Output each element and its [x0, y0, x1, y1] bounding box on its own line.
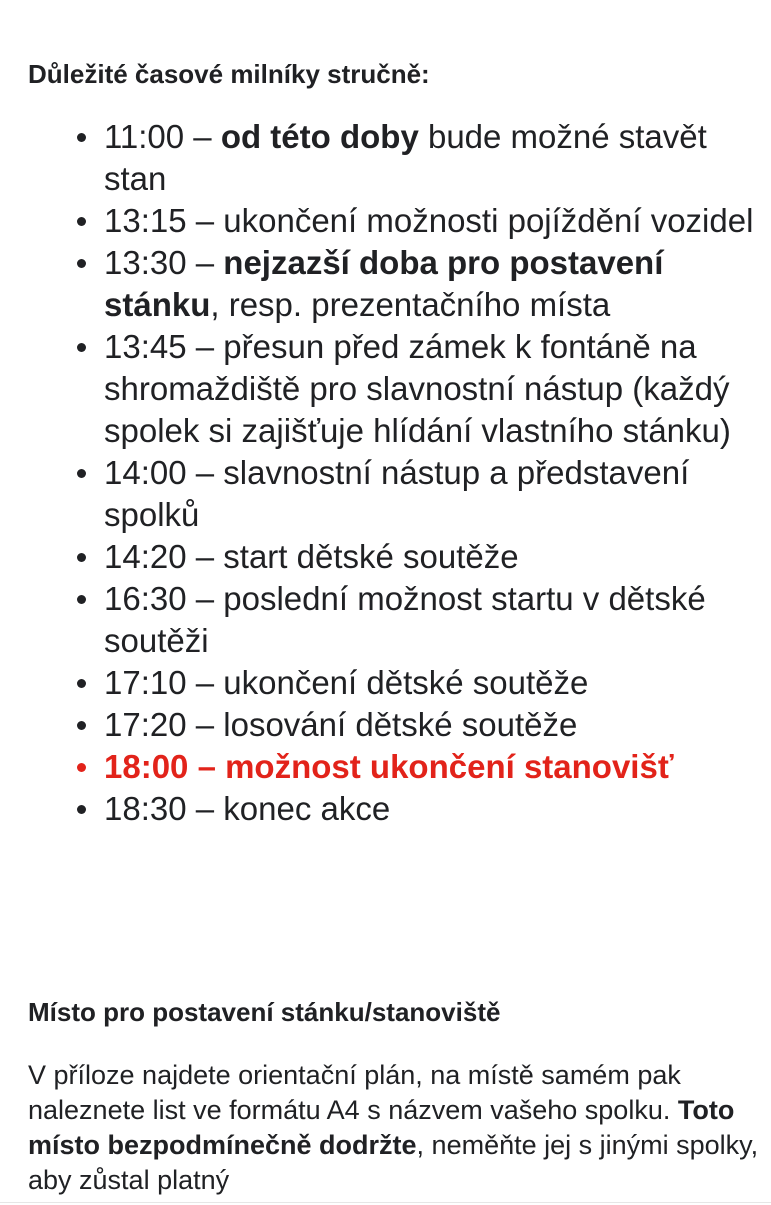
milestones-list [104, 116, 764, 830]
list-item: 18:30 – konec akce [104, 788, 764, 830]
milestones-heading: Důležité časové milníky stručně: [28, 59, 430, 89]
list-item: 13:15 – ukončení možnosti pojíždění vozidel [104, 200, 764, 242]
list-item: 13:45 – přesun před zámek k fontáně na shromaždiště pro slavnostní nástup (každý spolek si zajišťuje hlídání vlastního stánku) [104, 326, 764, 452]
list-item: 11:00 – od této doby bude možné stavět stan [104, 116, 764, 200]
list-item: 13:30 – nejzazší doba pro postavení stánku, resp. prezentačního místa [104, 242, 764, 326]
list-item: 14:00 – slavnostní nástup a představení spolků [104, 452, 764, 536]
stand-location-paragraph: V příloze najdete orientační plán, na místě samém pak naleznete list ve formátu A4 s názvem vašeho spolku. Toto místo bezpodmínečně dodržte, neměňte jej s jinými spolky, aby zůstal platný [28, 1060, 759, 1195]
divider [0, 1202, 771, 1203]
stand-location-heading: Místo pro postavení stánku/stanoviště [28, 997, 501, 1027]
list-item: 14:20 – start dětské soutěže [104, 536, 764, 578]
list-item: 17:10 – ukončení dětské soutěže [104, 662, 764, 704]
list-item: 17:20 – losování dětské soutěže [104, 704, 764, 746]
list-item: 16:30 – poslední možnost startu v dětské soutěži [104, 578, 764, 662]
list-item-highlighted: 18:00 – možnost ukončení stanovišť [104, 746, 764, 788]
